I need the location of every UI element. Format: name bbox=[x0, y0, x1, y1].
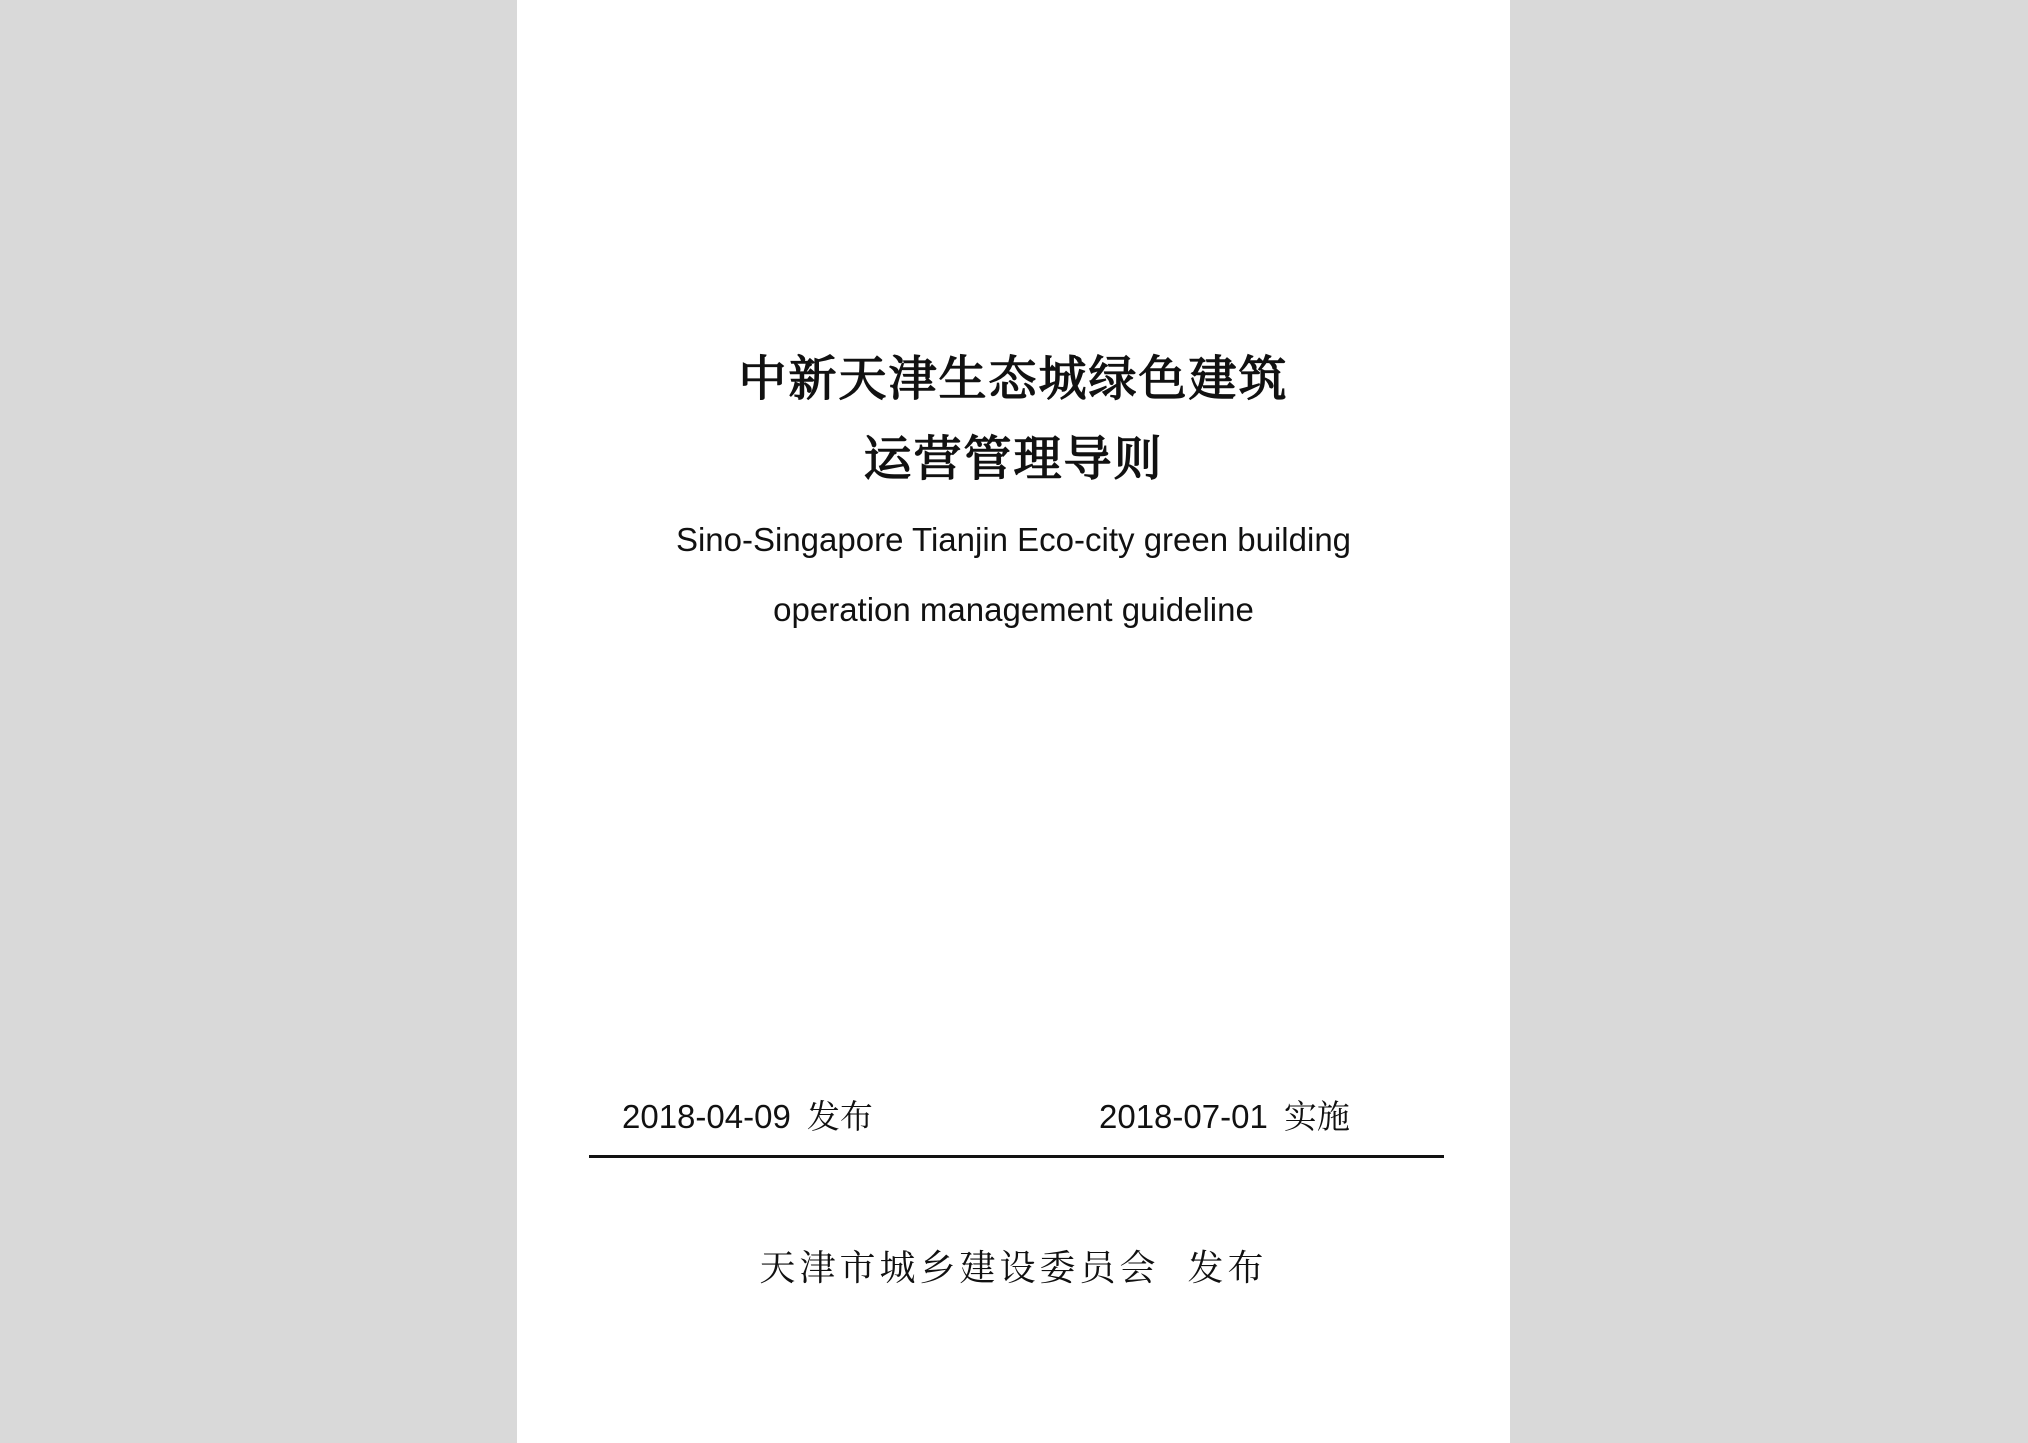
publisher-label: 发布 bbox=[1187, 1248, 1268, 1289]
title-chinese-line-1: 中新天津生态城绿色建筑 bbox=[738, 351, 1289, 407]
publish-label: 发布 bbox=[806, 1097, 873, 1136]
publisher-line bbox=[517, 1247, 1510, 1291]
implement-date: 2018-07-01 bbox=[1099, 1098, 1268, 1135]
implement-label: 实施 bbox=[1283, 1097, 1350, 1136]
implement-date-block bbox=[1099, 1097, 1350, 1137]
publisher-name: 天津市城乡建设委员会 bbox=[759, 1248, 1160, 1289]
title-english-line-1: Sino-Singapore Tianjin Eco-city green building bbox=[675, 521, 1352, 558]
title-english-line-2: operation management guideline bbox=[773, 591, 1254, 628]
horizontal-rule bbox=[589, 1155, 1444, 1158]
cover-page bbox=[517, 0, 1510, 1443]
publish-date: 2018-04-09 bbox=[622, 1098, 791, 1135]
publish-date-block bbox=[622, 1097, 873, 1137]
title-chinese-line-2: 运营管理导则 bbox=[863, 431, 1164, 487]
